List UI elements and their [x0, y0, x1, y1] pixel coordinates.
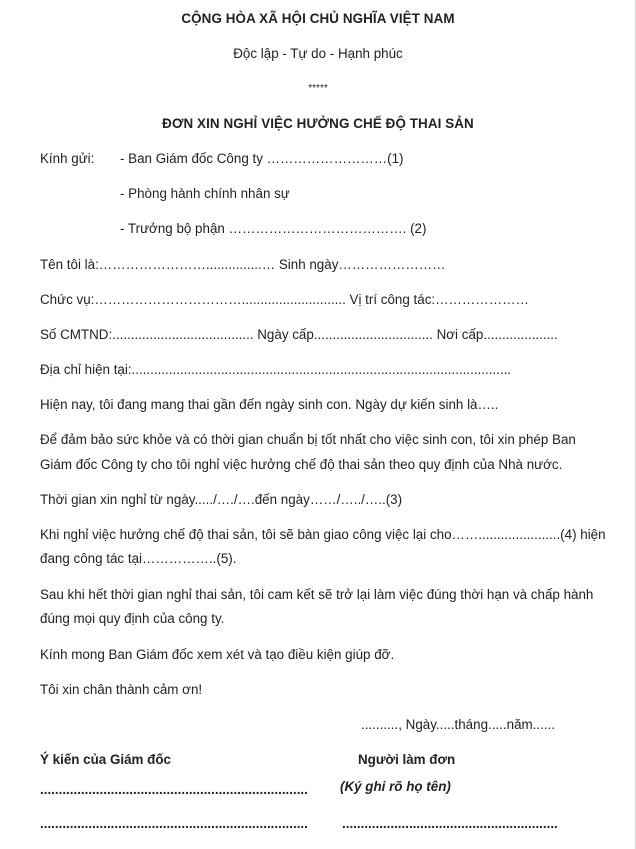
- recipient-head: - Trưởng bộ phận …………………………………. (2): [120, 221, 427, 236]
- country-heading: CỘNG HÒA XÃ HỘI CHỦ NGHĨA VIỆT NAM: [181, 11, 455, 26]
- motto: Độc lập - Tự do - Hạnh phúc: [233, 46, 403, 61]
- recipient-hr: - Phòng hành chính nhân sự: [120, 186, 290, 201]
- recipient-label: Kính gửi:: [40, 151, 95, 166]
- paragraph-request-line1: Để đảm bảo sức khỏe và có thời gian chuẩn bị tốt nhất cho việc sinh con, tôi xin phép Ban: [40, 432, 576, 447]
- director-opinion-label: Ý kiến của Giám đốc: [40, 752, 171, 767]
- paragraph-commitment-line2: đúng mọi quy định của công ty.: [40, 611, 225, 626]
- paragraph-request-line2: Giám đốc Công ty cho tôi nghỉ việc hưởng chế độ thai sản theo quy định của Nhà nước.: [40, 457, 563, 472]
- recipient-board: - Ban Giám đốc Công ty ………………………(1): [120, 151, 404, 166]
- paragraph-due-date: Hiện nay, tôi đang mang thai gần đến ngày sinh con. Ngày dự kiến sinh là…..: [40, 397, 499, 412]
- id-field: Số CMTND:...................................... Ngày cấp................................ Nơi cấp....................: [40, 327, 558, 342]
- date-line: .........., Ngày.....tháng.....năm......: [361, 717, 555, 732]
- position-field: Chức vụ:……………………………............................ Vị trí công tác:…………………: [40, 292, 529, 307]
- applicant-dotted-line: ..........................................................: [342, 816, 558, 831]
- applicant-signature-note: (Ký ghi rõ họ tên): [340, 779, 451, 794]
- paragraph-handover-line1: Khi nghỉ việc hưởng chế độ thai sản, tôi sẽ bàn giao công việc lại cho……......................(4) hiện: [40, 527, 606, 542]
- director-dotted-line-2: ........................................................................: [40, 816, 308, 831]
- name-field: Tên tôi là:……………………...............… Sinh ngày……………………: [40, 257, 446, 272]
- paragraph-leave-period: Thời gian xin nghỉ từ ngày...../…./….đến ngày……/…../…..(3): [40, 492, 403, 507]
- document-title: ĐƠN XIN NGHỈ VIỆC HƯỞNG CHẾ ĐỘ THAI SẢN: [162, 116, 474, 131]
- director-dotted-line-1: ........................................................................: [40, 782, 308, 797]
- stars-divider: *****: [308, 83, 328, 94]
- paragraph-handover-line2: đang công tác tại……………..(5).: [40, 551, 237, 566]
- applicant-label: Người làm đơn: [358, 752, 456, 767]
- address-field: Địa chỉ hiện tại:......................................................................................................: [40, 362, 512, 377]
- paragraph-thanks: Tôi xin chân thành cảm ơn!: [40, 682, 203, 697]
- paragraph-commitment-line1: Sau khi hết thời gian nghỉ thai sản, tôi cam kết sẽ trở lại làm việc đúng thời hạn và chấp hành: [40, 587, 594, 602]
- paragraph-request-consideration: Kính mong Ban Giám đốc xem xét và tạo điều kiện giúp đỡ.: [40, 647, 395, 662]
